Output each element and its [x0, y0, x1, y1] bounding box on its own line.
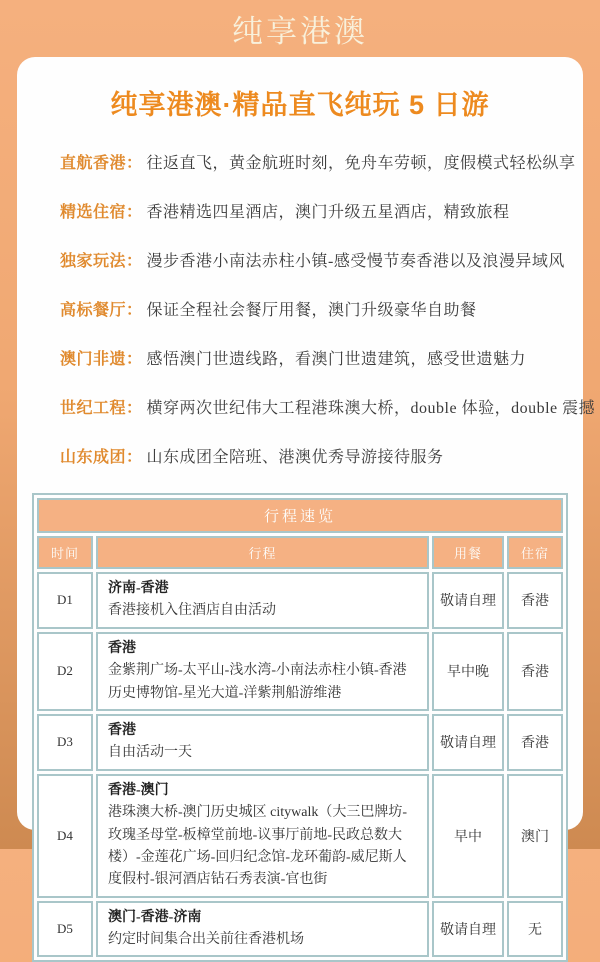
itinerary-table — [32, 493, 568, 962]
route-title: 香港 — [108, 722, 136, 738]
feature-label: 独家玩法： — [60, 253, 143, 270]
route-detail: 香港接机入住酒店自由活动 — [108, 603, 276, 619]
table-title: 行程速览 — [37, 498, 563, 533]
route-cell — [96, 572, 429, 629]
feature-label: 澳门非遗： — [60, 351, 143, 368]
column-header-meals: 用餐 — [432, 536, 504, 569]
route-detail: 金紫荆广场-太平山-浅水湾-小南法赤柱小镇-香港历史博物馆-星光大道-洋紫荆船游维港 — [108, 663, 407, 701]
feature-label: 山东成团： — [60, 449, 143, 466]
day-cell: D1 — [37, 572, 93, 629]
route-detail: 港珠澳大桥-澳门历史城区 citywalk（大三巴牌坊-玫瑰圣母堂-板樟堂前地-议事厅前地-民政总数大楼）-金莲花广场-回归纪念馆-龙环葡韵-威尼斯人度假村-银河酒店钻石秀表演-官也街 — [108, 805, 408, 888]
meals-cell: 早中 — [432, 774, 504, 898]
route-title: 香港 — [108, 640, 136, 656]
stay-cell: 香港 — [507, 632, 563, 711]
feature-text: 横穿两次世纪伟大工程港珠澳大桥，double 体验，double 震撼 — [146, 400, 596, 417]
route-title: 澳门-香港-济南 — [108, 909, 202, 925]
feature-text: 感悟澳门世遗线路，看澳门世遗建筑，感受世遗魅力 — [146, 351, 527, 368]
route-cell — [96, 632, 429, 711]
meals-cell: 敬请自理 — [432, 901, 504, 958]
feature-label: 精选住宿： — [60, 204, 143, 221]
feature-text: 山东成团全陪班、港澳优秀导游接待服务 — [146, 449, 444, 466]
column-header-time: 时间 — [37, 536, 93, 569]
table-row-d1 — [37, 572, 563, 629]
meals-cell: 敬请自理 — [432, 714, 504, 771]
feature-text: 往返直飞，黄金航班时刻，免舟车劳顿，度假模式轻松纵享 — [146, 155, 576, 172]
meals-cell: 敬请自理 — [432, 572, 504, 629]
route-title: 济南-香港 — [108, 581, 169, 596]
table-row-d4 — [37, 774, 563, 898]
stay-cell: 香港 — [507, 572, 563, 629]
table-row-d5 — [37, 901, 563, 958]
table-header-row — [37, 536, 563, 569]
day-cell: D3 — [37, 714, 93, 771]
column-header-stay: 住宿 — [507, 536, 563, 569]
table-row-d2 — [37, 632, 563, 711]
feature-label: 高标餐厅： — [60, 302, 143, 319]
stay-cell: 无 — [507, 901, 563, 958]
route-cell — [96, 714, 429, 771]
stay-cell: 澳门 — [507, 774, 563, 898]
feature-item-exclusive — [60, 248, 565, 271]
stay-cell: 香港 — [507, 714, 563, 771]
page-title: 纯享港澳 — [232, 14, 368, 49]
feature-label: 直航香港： — [60, 155, 143, 172]
tour-heading: 纯享港澳·精品直飞纯玩 5 日游 — [110, 90, 490, 120]
feature-text: 香港精选四星酒店，澳门升级五星酒店，精致旅程 — [146, 204, 510, 221]
route-detail: 约定时间集合出关前往香港机场 — [108, 932, 304, 948]
route-title: 香港-澳门 — [108, 782, 169, 798]
table-title-row — [37, 498, 563, 533]
feature-item-heritage — [60, 346, 540, 369]
day-cell: D4 — [37, 774, 93, 898]
feature-item-shandong-group — [60, 444, 540, 467]
day-cell: D2 — [37, 632, 93, 711]
feature-list — [32, 150, 596, 467]
feature-item-restaurants — [60, 297, 540, 320]
table-row-d3 — [37, 714, 563, 771]
day-cell: D5 — [37, 901, 93, 958]
feature-item-direct-flight — [60, 150, 576, 173]
meals-cell: 早中晚 — [432, 632, 504, 711]
route-cell — [96, 774, 429, 898]
feature-label: 世纪工程： — [60, 400, 143, 417]
feature-text: 漫步香港小南法赤柱小镇-感受慢节奏香港以及浪漫异域风 — [146, 253, 565, 270]
route-detail: 自由活动一天 — [108, 745, 192, 761]
feature-item-bridge — [60, 395, 596, 418]
content-card — [17, 57, 596, 948]
feature-item-hotels — [60, 199, 540, 222]
route-cell — [96, 901, 429, 958]
column-header-itinerary: 行程 — [96, 536, 429, 569]
feature-text: 保证全程社会餐厅用餐，澳门升级豪华自助餐 — [146, 302, 477, 319]
